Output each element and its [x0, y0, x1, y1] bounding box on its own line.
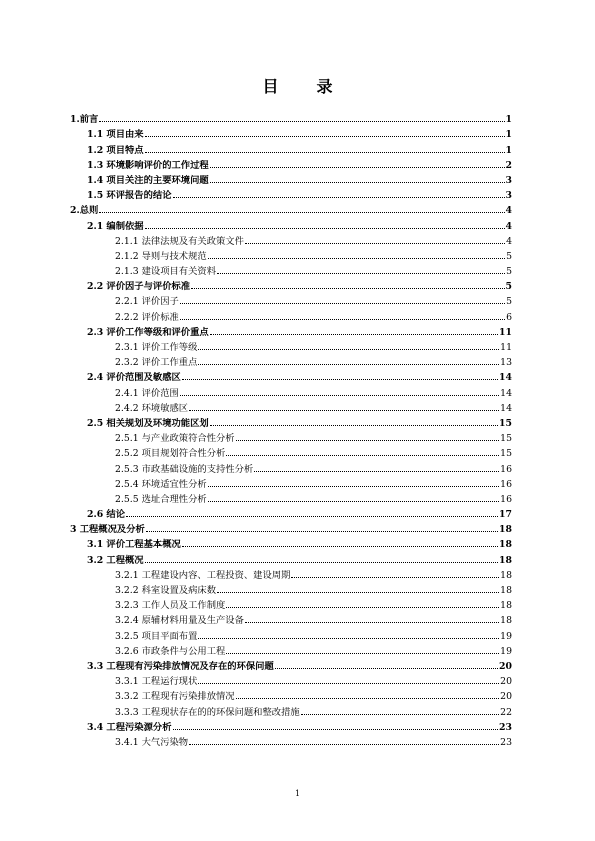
toc-leader-dots [210, 333, 498, 335]
toc-entry[interactable] [70, 505, 512, 520]
toc-entry-title: 3.2.6 市政条件与公用工程 [115, 645, 226, 657]
toc-leader-dots [182, 545, 498, 547]
toc-entry-page: 4 [506, 235, 512, 247]
toc-entry-page: 18 [499, 539, 512, 551]
toc-entry-page: 5 [506, 266, 512, 278]
toc-entry-title: 2.1.2 导则与技术规范 [115, 250, 207, 262]
toc-entry-title: 2.5.5 选址合理性分析 [115, 493, 207, 505]
toc-leader-dots [145, 151, 505, 153]
toc-entry-title: 2.1.1 法律法规及有关政策文件 [115, 235, 244, 247]
toc-entry-page: 15 [499, 417, 512, 429]
toc-title-left: 目 [262, 77, 279, 96]
toc-entry-title: 1.2 项目特点 [87, 144, 144, 156]
toc-entry-title: 2.3 评价工作等级和评价重点 [87, 326, 209, 338]
toc-entry-title: 3.2.5 项目平面布置 [115, 630, 198, 642]
toc-entry[interactable] [70, 140, 512, 155]
toc-entry-title: 2.5 相关规划及环境功能区划 [87, 417, 209, 429]
toc-entry-title: 2.6 结论 [87, 509, 126, 521]
toc-entry-title: 2.5.2 项目规划符合性分析 [115, 448, 226, 460]
toc-entry-title: 2.3.1 评价工作等级 [115, 342, 198, 353]
toc-entry[interactable] [70, 186, 512, 201]
toc-entry-title: 3.3.2 工程现有污染排放情况 [115, 691, 235, 703]
toc-leader-dots [208, 500, 499, 502]
toc-leader-dots [180, 302, 505, 304]
toc-entry[interactable] [70, 626, 512, 641]
toc-entry-title: 1.3 环境影响评价的工作过程 [87, 159, 209, 171]
table-of-contents [70, 110, 512, 748]
toc-entry-title: 1.5 环评报告的结论 [87, 190, 172, 202]
toc-entry-page: 19 [500, 645, 512, 657]
toc-leader-dots [145, 135, 505, 137]
toc-entry[interactable] [70, 642, 512, 657]
toc-leader-dots [180, 318, 505, 320]
toc-title [0, 74, 595, 97]
toc-entry[interactable] [70, 414, 512, 429]
toc-entry-title: 3.2 工程概况 [87, 554, 144, 566]
toc-leader-dots [245, 242, 505, 244]
toc-entry-page: 5 [506, 296, 512, 308]
toc-leader-dots [146, 530, 498, 532]
toc-leader-dots [301, 713, 499, 715]
toc-leader-dots [99, 120, 504, 122]
toc-entry-title: 3.3.1 工程运行现状 [115, 676, 198, 688]
toc-entry-page: 3 [505, 174, 512, 186]
toc-leader-dots [145, 227, 505, 229]
toc-entry[interactable] [70, 262, 512, 277]
toc-entry[interactable] [70, 110, 512, 125]
toc-entry[interactable] [70, 399, 512, 414]
toc-entry[interactable] [70, 718, 512, 733]
toc-entry[interactable] [70, 490, 512, 505]
toc-entry-page: 4 [505, 220, 512, 232]
toc-entry-page: 22 [500, 706, 512, 718]
toc-entry[interactable] [70, 581, 512, 596]
toc-entry-title: 2.2.1 评价因子 [115, 296, 179, 308]
toc-entry-page: 15 [500, 433, 512, 445]
toc-entry-page: 16 [500, 478, 512, 490]
toc-leader-dots [210, 181, 505, 183]
toc-leader-dots [208, 257, 505, 259]
toc-entry[interactable] [70, 672, 512, 687]
toc-entry[interactable] [70, 125, 512, 140]
toc-entry[interactable] [70, 323, 512, 338]
toc-entry[interactable] [70, 475, 512, 490]
toc-entry-title: 3.4 工程污染源分析 [87, 721, 172, 733]
toc-entry-page: 16 [500, 463, 512, 475]
toc-leader-dots [210, 166, 505, 168]
toc-entry[interactable] [70, 733, 512, 748]
toc-entry[interactable] [70, 429, 512, 444]
toc-leader-dots [180, 394, 499, 396]
toc-entry[interactable] [70, 459, 512, 474]
toc-entry-page: 23 [499, 721, 512, 733]
toc-leader-dots [217, 272, 505, 274]
toc-leader-dots [191, 287, 504, 289]
toc-entry-title: 2.1 编制依据 [87, 220, 144, 232]
toc-entry-title: 3.2.1 工程建设内容、工程投资、建设周期 [115, 569, 291, 581]
toc-entry-page: 2 [505, 159, 512, 171]
toc-entry[interactable] [70, 520, 512, 535]
toc-entry[interactable] [70, 444, 512, 459]
toc-title-right: 录 [316, 77, 333, 96]
toc-entry-page: 19 [500, 630, 512, 642]
toc-entry[interactable] [70, 201, 512, 216]
toc-leader-dots [198, 363, 499, 365]
toc-entry-title: 3.4.1 大气污染物 [115, 736, 189, 748]
toc-entry[interactable] [70, 657, 512, 672]
toc-leader-dots [189, 743, 499, 745]
toc-entry-page: 4 [505, 205, 512, 217]
toc-entry-page: 11 [500, 342, 512, 353]
toc-leader-dots [226, 606, 499, 608]
toc-entry[interactable] [70, 687, 512, 702]
toc-entry-title: 3 工程概况及分析 [70, 524, 145, 536]
toc-entry-title: 2.4 评价范围及敏感区 [87, 372, 181, 384]
toc-entry-title: 3.3.3 工程现状存在的的环保问题和整改措施 [115, 706, 300, 718]
toc-leader-dots [126, 515, 498, 517]
toc-entry-page: 11 [499, 326, 512, 338]
toc-leader-dots [275, 667, 498, 669]
toc-entry-title: 2.总则 [70, 205, 99, 217]
toc-entry-page: 23 [500, 736, 512, 748]
page-number: 1 [294, 789, 301, 798]
toc-entry-page: 18 [500, 600, 512, 612]
toc-entry-title: 2.5.3 市政基础设施的支持性分析 [115, 463, 254, 475]
toc-entry-page: 1 [505, 144, 512, 156]
toc-leader-dots [145, 561, 498, 563]
toc-entry-page: 16 [500, 493, 512, 505]
toc-leader-dots [245, 621, 499, 623]
toc-entry[interactable] [70, 292, 512, 307]
toc-leader-dots [173, 196, 505, 198]
toc-leader-dots [208, 485, 499, 487]
toc-entry-page: 18 [500, 585, 512, 596]
toc-entry-title: 2.4.2 环境敏感区 [115, 402, 189, 414]
toc-entry-page: 3 [505, 190, 512, 202]
toc-leader-dots [198, 682, 499, 684]
toc-leader-dots [226, 454, 499, 456]
toc-entry-page: 1 [505, 129, 512, 141]
toc-leader-dots [182, 378, 498, 380]
toc-entry-page: 18 [500, 615, 512, 627]
toc-entry[interactable] [70, 383, 512, 398]
toc-entry[interactable] [70, 596, 512, 611]
toc-entry[interactable] [70, 338, 512, 353]
toc-leader-dots [198, 348, 499, 350]
toc-entry-title: 3.2.4 原辅材料用量及生产设备 [115, 615, 244, 627]
toc-entry-page: 5 [506, 250, 512, 262]
toc-entry-title: 2.5.1 与产业政策符合性分析 [115, 433, 235, 445]
toc-leader-dots [226, 652, 499, 654]
toc-leader-dots [236, 697, 500, 699]
toc-entry-title: 2.4.1 评价范围 [115, 387, 179, 399]
toc-entry[interactable] [70, 277, 512, 292]
toc-entry-page: 18 [499, 524, 512, 536]
toc-entry[interactable] [70, 171, 512, 186]
toc-entry[interactable] [70, 307, 512, 322]
toc-entry[interactable] [70, 216, 512, 231]
toc-leader-dots [210, 424, 498, 426]
toc-leader-dots [189, 409, 499, 411]
toc-entry-page: 20 [500, 676, 512, 688]
toc-entry[interactable] [70, 247, 512, 262]
toc-entry-page: 5 [505, 281, 512, 293]
toc-entry-title: 1.前言 [70, 114, 99, 126]
toc-entry-title: 2.2 评价因子与评价标准 [87, 281, 191, 293]
toc-entry-page: 13 [500, 357, 512, 369]
toc-entry-title: 3.3 工程现有污染排放情况及存在的环保问题 [87, 660, 274, 672]
toc-leader-dots [173, 728, 499, 730]
toc-entry-title: 1.4 项目关注的主要环境问题 [87, 174, 209, 186]
toc-entry[interactable] [70, 232, 512, 247]
toc-entry[interactable] [70, 353, 512, 368]
toc-entry-title: 3.2.3 工作人员及工作制度 [115, 600, 226, 612]
toc-leader-dots [217, 591, 499, 593]
toc-entry[interactable] [70, 550, 512, 565]
toc-entry-page: 20 [500, 691, 512, 703]
toc-entry-page: 17 [499, 509, 512, 521]
toc-entry-title: 1.1 项目由来 [87, 129, 144, 141]
toc-entry[interactable] [70, 535, 512, 550]
toc-entry-title: 3.2.2 科室设置及病床数 [115, 585, 216, 596]
toc-entry-title: 2.1.3 建设项目有关资料 [115, 266, 216, 278]
toc-entry-title: 2.2.2 评价标准 [115, 311, 179, 323]
toc-entry-page: 18 [500, 569, 512, 581]
toc-entry-page: 18 [499, 554, 512, 566]
toc-entry-page: 15 [500, 448, 512, 460]
toc-entry-title: 3.1 评价工程基本概况 [87, 539, 181, 551]
toc-entry-page: 14 [500, 402, 512, 414]
toc-entry[interactable] [70, 611, 512, 626]
toc-entry-page: 1 [505, 114, 512, 126]
toc-entry-page: 6 [506, 311, 512, 323]
toc-entry-title: 2.5.4 环境适宜性分析 [115, 478, 207, 490]
toc-leader-dots [291, 576, 499, 578]
toc-leader-dots [99, 211, 504, 213]
toc-entry-page: 14 [499, 372, 512, 384]
toc-entry[interactable] [70, 702, 512, 717]
toc-entry-page: 14 [500, 387, 512, 399]
toc-entry[interactable] [70, 156, 512, 171]
toc-entry-title: 2.3.2 评价工作重点 [115, 357, 198, 369]
toc-entry[interactable] [70, 566, 512, 581]
toc-leader-dots [236, 439, 500, 441]
toc-leader-dots [254, 470, 499, 472]
toc-entry-page: 20 [499, 660, 512, 672]
toc-leader-dots [198, 637, 499, 639]
toc-entry[interactable] [70, 368, 512, 383]
